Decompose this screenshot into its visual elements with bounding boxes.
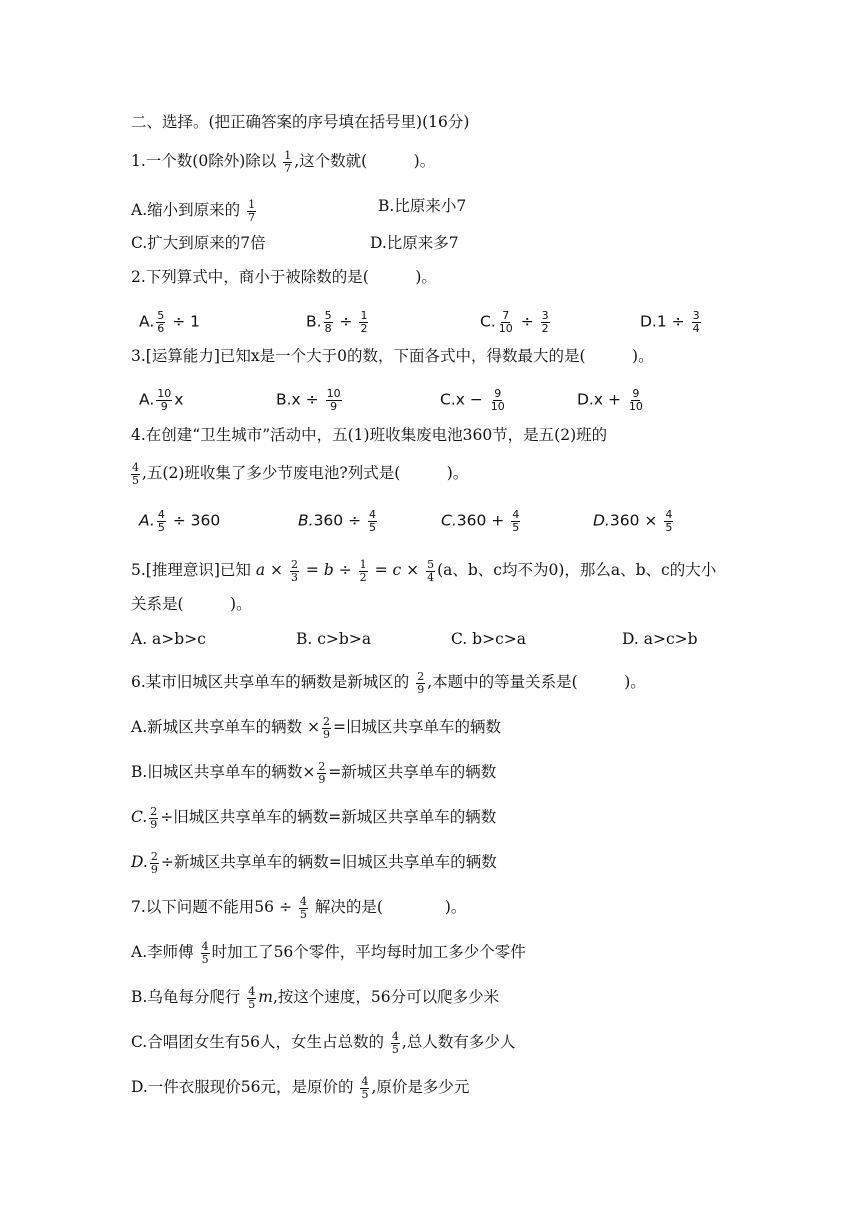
q4-option-d <box>593 509 675 533</box>
option-label: A. <box>139 390 155 409</box>
q1-fraction <box>283 150 292 174</box>
frac-den: 5 <box>248 997 256 1011</box>
frac-den: 2 <box>360 321 368 335</box>
frac-num: 4 <box>512 508 520 521</box>
option-text: D.一件衣服现价56元，是原价的 <box>131 1078 354 1097</box>
option-text: B.乌龟每分爬行 <box>131 988 241 1007</box>
frac-den: 10 <box>628 399 643 413</box>
option-text: ,原价是多少元 <box>371 1078 470 1097</box>
option-fraction <box>156 388 172 412</box>
frac-num: 2 <box>150 850 158 863</box>
option-text: A.新城区共享单车的辆数 × <box>131 718 321 737</box>
question-7-stem <box>131 896 466 920</box>
q5-fraction <box>290 559 299 583</box>
question-5-stem-line2: 关系是( )。 <box>131 595 252 613</box>
frac-den: 5 <box>391 1042 399 1056</box>
option-text: ÷ 1 <box>172 312 200 331</box>
option-label: B. <box>306 312 322 331</box>
operator: = <box>374 561 388 580</box>
frac-num: 1 <box>359 558 367 571</box>
frac-den: 9 <box>323 727 331 741</box>
frac-den: 2 <box>359 570 367 584</box>
option-label: A. <box>139 312 155 331</box>
frac-num: 4 <box>369 508 376 521</box>
option-text: ÷新城区共享单车的辆数=旧城区共享单车的辆数 <box>160 853 497 872</box>
option-fraction <box>247 986 256 1010</box>
frac-num: 2 <box>323 715 331 728</box>
q3-option-a <box>139 388 183 412</box>
q2-option-c <box>480 310 552 334</box>
question-6-stem <box>131 671 646 695</box>
option-text: B.旧城区共享单车的辆数× <box>131 763 316 782</box>
operator: ÷ <box>339 312 353 331</box>
variable-b: b <box>323 561 334 580</box>
option-fraction <box>157 509 166 533</box>
frac-den: 4 <box>692 321 700 335</box>
q7-stem-text-b: 解决的是( )。 <box>314 898 467 917</box>
frac-den: 2 <box>541 321 549 335</box>
q4-stem-text: ,五(2)班收集了多少节废电池?列式是( )。 <box>142 464 469 483</box>
option-text: ÷ 360 <box>172 511 221 530</box>
q6-stem-text-a: 6.某市旧城区共享单车的辆数是新城区的 <box>131 673 410 692</box>
option-label: A. <box>139 511 155 530</box>
frac-num: 4 <box>391 1030 399 1043</box>
section-title: 二、选择。(把正确答案的序号填在括号里)(16分) <box>131 113 470 131</box>
frac-num: 4 <box>361 1075 369 1088</box>
q5-option-d: D. a>c>b <box>622 630 698 648</box>
option-text: =旧城区共享单车的辆数 <box>333 718 502 737</box>
frac-den: 7 <box>284 161 292 175</box>
frac-num: 2 <box>290 558 298 571</box>
frac-num: 2 <box>150 805 158 818</box>
q6-option-c <box>131 806 496 830</box>
operator: ÷ <box>520 312 534 331</box>
frac-den: 4 <box>427 570 435 584</box>
q3-option-c <box>440 388 508 412</box>
q5-stem-text: 5.[推理意识]已知 <box>131 561 251 580</box>
operator: × <box>270 561 284 580</box>
question-4-stem-line2 <box>131 462 468 486</box>
frac-den: 5 <box>299 907 307 921</box>
unit: m <box>258 988 273 1007</box>
option-fraction <box>360 1076 369 1100</box>
question-5-stem-line1 <box>131 559 716 583</box>
q6-fraction <box>416 671 425 695</box>
q7-option-a <box>131 941 526 965</box>
option-text: 360 + <box>456 511 505 530</box>
frac-num: 10 <box>157 387 172 400</box>
q2-option-d <box>640 310 703 334</box>
q6-option-b <box>131 761 496 785</box>
option-text: 360 × <box>609 511 658 530</box>
operator: = <box>305 561 319 580</box>
operator: ÷ <box>338 561 352 580</box>
frac-den: 9 <box>417 682 425 696</box>
frac-den: 8 <box>324 321 332 335</box>
option-label: D. <box>593 511 610 530</box>
frac-den: 7 <box>248 210 256 224</box>
frac-num: 9 <box>632 387 640 400</box>
option-text: A.李师傅 <box>131 943 194 962</box>
option-fraction <box>322 716 331 740</box>
q5-fraction <box>426 559 435 583</box>
frac-den: 10 <box>490 399 505 413</box>
option-text: =新城区共享单车的辆数 <box>328 763 497 782</box>
frac-den: 9 <box>330 399 338 413</box>
frac-num: 3 <box>692 309 700 322</box>
option-text: ,按这个速度，56分可以爬多少米 <box>272 988 500 1007</box>
option-fraction <box>359 310 368 334</box>
frac-den: 9 <box>150 862 158 876</box>
frac-num: 1 <box>284 149 292 162</box>
frac-den: 5 <box>132 473 139 487</box>
question-2-stem: 2.下列算式中，商小于被除数的是( )。 <box>131 268 437 286</box>
frac-den: 5 <box>665 520 673 534</box>
frac-den: 5 <box>157 520 165 534</box>
q5-option-a: A. a>b>c <box>131 630 206 648</box>
option-label: D.1 ÷ <box>640 312 685 331</box>
option-fraction <box>201 941 210 965</box>
frac-den: 9 <box>318 772 326 786</box>
option-fraction <box>326 388 342 412</box>
option-label: C. <box>441 511 457 530</box>
frac-num: 1 <box>248 198 256 211</box>
variable-c: c <box>392 561 402 580</box>
q4-option-a <box>139 509 220 533</box>
option-fraction <box>692 310 701 334</box>
q1-stem-text-a: 1.一个数(0除外)除以 <box>131 152 277 171</box>
q6-option-d <box>131 851 497 875</box>
q3-option-b <box>276 388 344 412</box>
option-fraction <box>391 1031 400 1055</box>
option-fraction <box>150 851 159 875</box>
operator: × <box>406 561 420 580</box>
option-text: ,总人数有多少人 <box>401 1033 516 1052</box>
question-1-stem <box>131 150 435 174</box>
frac-num: 4 <box>248 985 256 998</box>
option-fraction <box>490 388 506 412</box>
option-fraction <box>149 806 158 830</box>
q6-stem-text-b: ,本题中的等量关系是( )。 <box>427 673 646 692</box>
option-fraction <box>628 388 644 412</box>
q5-stem-text: (a、b、c均不为0)，那么a、b、c的大小 <box>437 561 717 580</box>
option-text: C.合唱团女生有56人，女生占总数的 <box>131 1033 384 1052</box>
q1-stem-text-b: ,这个数就( )。 <box>294 152 436 171</box>
frac-num: 4 <box>299 895 307 908</box>
q2-option-b <box>306 310 370 334</box>
option-fraction <box>156 310 165 334</box>
frac-num: 5 <box>324 309 332 322</box>
frac-num: 10 <box>326 387 341 400</box>
option-fraction <box>664 509 673 533</box>
frac-num: 2 <box>417 670 425 683</box>
q1-option-c: C.扩大到原来的7倍 <box>131 234 266 252</box>
option-text: 时加工了56个零件，平均每时加工多少个零件 <box>211 943 526 962</box>
frac-den: 5 <box>512 520 520 534</box>
q1-option-b: B.比原来小7 <box>378 197 467 215</box>
option-fraction <box>317 761 326 785</box>
frac-num: 9 <box>494 387 502 400</box>
frac-num: 4 <box>665 508 673 521</box>
q7-option-c <box>131 1031 515 1055</box>
q1-option-d: D.比原来多7 <box>370 234 459 252</box>
q6-option-a <box>131 716 501 740</box>
frac-num: 3 <box>541 309 549 322</box>
option-label: B. <box>298 511 314 530</box>
frac-num: 4 <box>132 461 139 474</box>
q4-option-c <box>441 509 522 533</box>
option-text: 360 ÷ <box>313 511 362 530</box>
option-fraction <box>324 310 333 334</box>
question-3-stem: 3.[运算能力]已知x是一个大于0的数，下面各式中，得数最大的是( )。 <box>131 347 654 365</box>
frac-num: 2 <box>318 760 326 773</box>
frac-den: 5 <box>361 1087 369 1101</box>
frac-den: 9 <box>160 399 168 413</box>
q7-stem-text-a: 7.以下问题不能用56 ÷ <box>131 898 292 917</box>
frac-den: 5 <box>369 520 376 534</box>
frac-num: 4 <box>157 508 165 521</box>
q5-fraction <box>359 559 368 583</box>
q1-option-a <box>131 199 258 223</box>
frac-den: 3 <box>290 570 298 584</box>
frac-num: 4 <box>201 940 209 953</box>
option-label: C. <box>480 312 496 331</box>
frac-den: 6 <box>157 321 165 335</box>
frac-den: 9 <box>150 817 158 831</box>
q5-option-b: B. c>b>a <box>296 630 372 648</box>
option-fraction <box>368 509 377 533</box>
frac-den: 5 <box>201 952 209 966</box>
q7-option-b <box>131 986 499 1010</box>
question-4-stem-line1: 4.在创建“卫生城市”活动中，五(1)班收集废电池360节，是五(2)班的 <box>131 426 608 444</box>
frac-num: 5 <box>157 309 165 322</box>
frac-num: 5 <box>427 558 435 571</box>
q7-option-d <box>131 1076 469 1100</box>
option-fraction <box>511 509 520 533</box>
option-label: D. <box>131 853 148 872</box>
option-label: D.x + <box>577 390 621 409</box>
q4-option-b <box>298 509 379 533</box>
option-label: C.x − <box>440 390 483 409</box>
q2-option-a <box>139 310 200 334</box>
option-label: C. <box>131 808 148 827</box>
option-text: x <box>174 390 184 409</box>
option-text: ÷旧城区共享单车的辆数=新城区共享单车的辆数 <box>160 808 497 827</box>
frac-num: 7 <box>502 309 510 322</box>
option-text: A.缩小到原来的 <box>131 201 241 220</box>
q7-fraction <box>299 896 308 920</box>
option-label: B.x ÷ <box>276 390 319 409</box>
q5-option-c: C. b>c>a <box>451 630 526 648</box>
frac-den: 10 <box>498 321 513 335</box>
q3-option-d <box>577 388 646 412</box>
option-fraction <box>247 199 256 223</box>
variable-a: a <box>255 561 266 580</box>
option-fraction <box>541 310 550 334</box>
option-fraction <box>498 310 514 334</box>
q4-fraction <box>131 462 140 486</box>
frac-num: 1 <box>360 309 368 322</box>
